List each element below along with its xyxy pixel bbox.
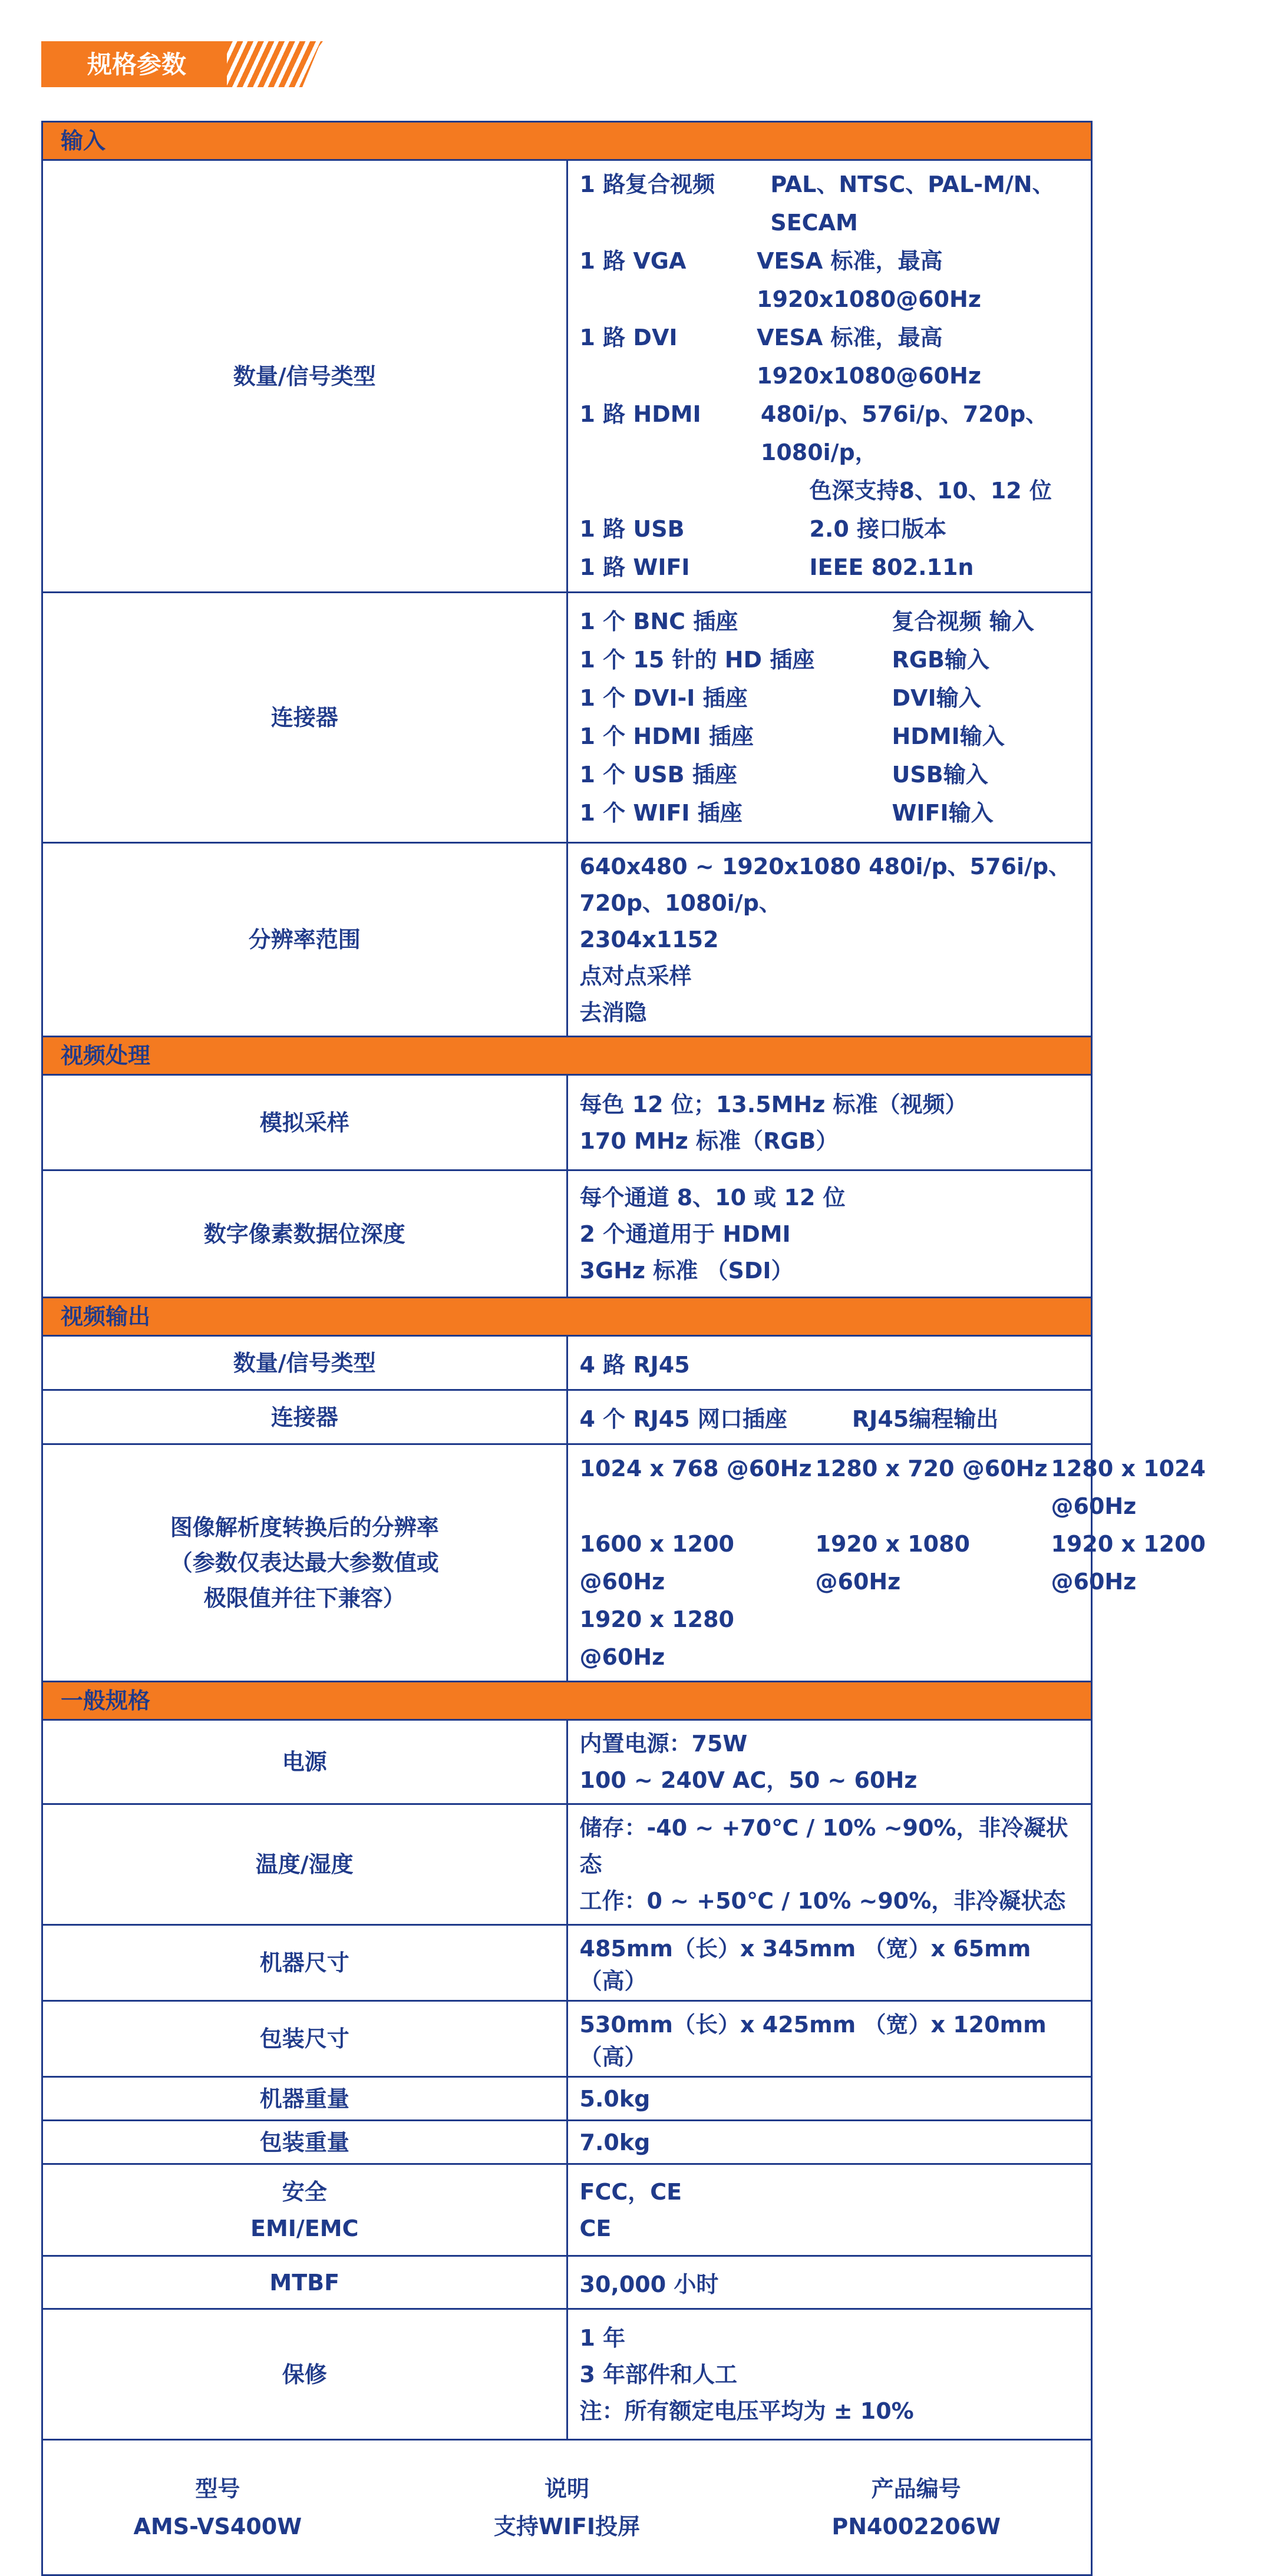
row-label: 机器尺寸 <box>42 1925 567 2001</box>
row-power <box>42 1720 1092 1804</box>
row-output-connector <box>42 1390 1092 1444</box>
row-value: 485mm（长）x 345mm （宽）x 65mm（高） <box>567 1925 1092 2001</box>
row-label: 温度/湿度 <box>42 1804 567 1925</box>
row-value: FCC，CE CE <box>567 2164 1092 2256</box>
footer-cell <box>42 2440 1092 2575</box>
row-value: 4 个 RJ45 网口插座 RJ45编程输出 <box>567 1390 1092 1444</box>
row-value: 1 个 BNC 插座 复合视频 输入 1 个 15 针的 HD 插座 RGB输入 1 个 DVI-I 插座 DVI输入 1 个 HDMI 插座 HDMI输入 1 个 USB 插座 USB输入 1 个 WIFI 插座 WIFI输入 <box>567 593 1092 843</box>
row-value: 5.0kg <box>567 2077 1092 2121</box>
row-value: 内置电源：75W 100 ~ 240V AC，50 ~ 60Hz <box>567 1720 1092 1804</box>
row-digital-depth <box>42 1170 1092 1298</box>
row-warranty <box>42 2309 1092 2440</box>
row-label: 连接器 <box>42 593 567 843</box>
row-value: 储存：-40 ~ +70℃ / 10% ~90%，非冷凝状态 工作：0 ~ +50℃ / 10% ~90%，非冷凝状态 <box>567 1804 1092 1925</box>
row-value: 1024 x 768 @60Hz 1280 x 720 @60Hz 1280 x 1024 @60Hz 1600 x 1200 @60Hz 1920 x 1080 @60Hz 1920 x 1200 @60Hz 1920 x 1280 @60Hz <box>567 1444 1092 1682</box>
section-header-video-output: 视频输出 <box>42 1298 1092 1336</box>
row-package-weight <box>42 2121 1092 2164</box>
row-value: 30,000 小时 <box>567 2256 1092 2309</box>
row-label: 电源 <box>42 1720 567 1804</box>
row-temperature <box>42 1804 1092 1925</box>
row-label: 安全 EMI/EMC <box>42 2164 567 2256</box>
row-input-connector <box>42 593 1092 843</box>
row-output-signal <box>42 1336 1092 1390</box>
row-label: 图像解析度转换后的分辨率 （参数仅表达最大参数值或 极限值并往下兼容） <box>42 1444 567 1682</box>
row-safety <box>42 2164 1092 2256</box>
row-label: 数量/信号类型 <box>42 160 567 593</box>
footer-model: 型号 AMS-VS400W <box>133 2475 302 2539</box>
row-value: 1 年 3 年部件和人工 注：所有额定电压平均为 ± 10% <box>567 2309 1092 2440</box>
row-label: 模拟采样 <box>42 1075 567 1170</box>
section-header-video-processing: 视频处理 <box>42 1037 1092 1075</box>
row-label: 包装尺寸 <box>42 2001 567 2077</box>
footer-product-number: 产品编号 PN4002206W <box>831 2475 1001 2539</box>
row-value: 每色 12 位；13.5MHz 标准（视频） 170 MHz 标准（RGB） <box>567 1075 1092 1170</box>
row-input-resolution <box>42 843 1092 1037</box>
row-label: 机器重量 <box>42 2077 567 2121</box>
row-machine-size <box>42 1925 1092 2001</box>
row-label: 分辨率范围 <box>42 843 567 1037</box>
section-header-general: 一般规格 <box>42 1682 1092 1720</box>
row-label: 数量/信号类型 <box>42 1336 567 1390</box>
row-label: 保修 <box>42 2309 567 2440</box>
spec-table <box>41 121 1206 2576</box>
row-machine-weight <box>42 2077 1092 2121</box>
footer-description: 说明 支持WIFI投屏 <box>493 2475 641 2539</box>
row-label: 包装重量 <box>42 2121 567 2164</box>
row-value: 7.0kg <box>567 2121 1092 2164</box>
row-label: 数字像素数据位深度 <box>42 1170 567 1298</box>
section-header-input: 输入 <box>42 122 1092 160</box>
row-analog-sampling <box>42 1075 1092 1170</box>
row-value: 640x480 ~ 1920x1080 480i/p、576i/p、720p、1080i/p、 2304x1152 点对点采样 去消隐 <box>567 843 1092 1037</box>
row-output-conversion <box>42 1444 1092 1682</box>
footer-row <box>42 2440 1092 2575</box>
row-mtbf <box>42 2256 1092 2309</box>
row-label: MTBF <box>42 2256 567 2309</box>
row-value: 530mm（长）x 425mm （宽）x 120mm（高） <box>567 2001 1092 2077</box>
title-stripes <box>227 41 321 87</box>
page-title: 规格参数 <box>87 50 187 79</box>
row-input-signal <box>42 160 1092 593</box>
row-package-size <box>42 2001 1092 2077</box>
row-value: 4 路 RJ45 <box>567 1336 1092 1390</box>
row-value: 1 路复合视频 PAL、NTSC、PAL-M/N、SECAM 1 路 VGA VESA 标准，最高 1920x1080@60Hz 1 路 DVI VESA 标准，最高 1920x1080@60Hz 1 路 HDMI 480i/p、576i/p、720p、1080i/p， 色深支持8、10、12 位 1 路 USB 2.0 接口版本 1 路 WIFI IEEE 802.11n <box>567 160 1092 593</box>
row-value: 每个通道 8、10 或 12 位 2 个通道用于 HDMI 3GHz 标准 （SDI） <box>567 1170 1092 1298</box>
row-label: 连接器 <box>42 1390 567 1444</box>
